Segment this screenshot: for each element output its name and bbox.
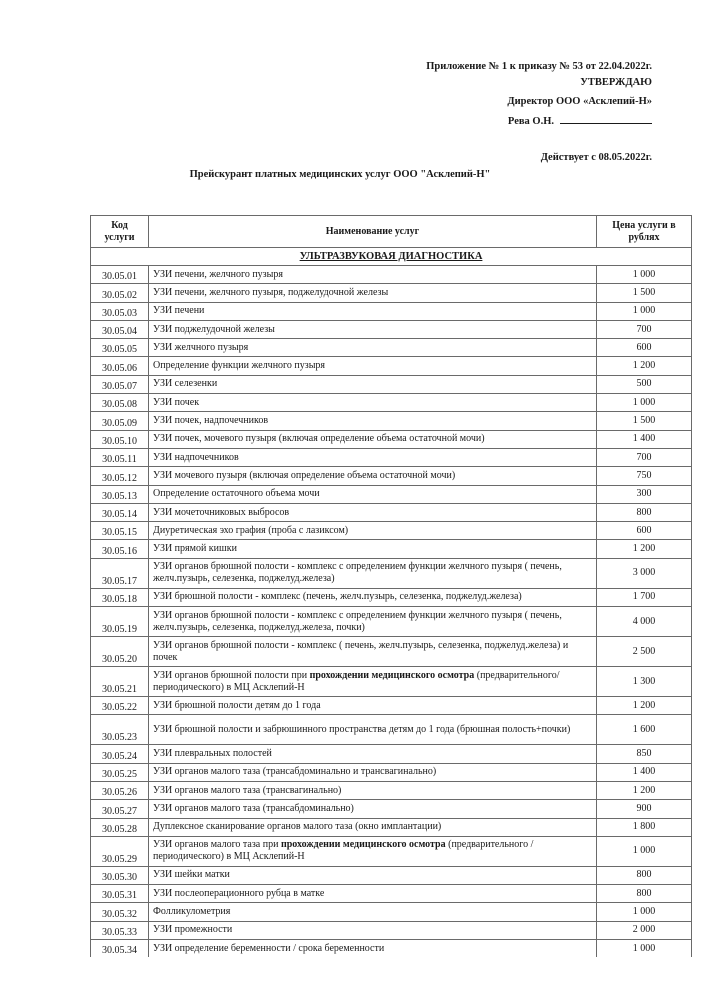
service-code: 30.05.23: [91, 715, 149, 745]
service-code: 30.05.19: [91, 607, 149, 637]
service-code: 30.05.09: [91, 412, 149, 430]
table-row: [91, 921, 692, 939]
table-row: [91, 284, 692, 302]
table-row: [91, 763, 692, 781]
service-price: 600: [597, 522, 692, 540]
service-code: 30.05.31: [91, 885, 149, 903]
service-price: 1 200: [597, 781, 692, 799]
table-row: [91, 800, 692, 818]
service-name: УЗИ определение беременности / срока беременности: [149, 940, 597, 958]
service-code: 30.05.17: [91, 558, 149, 588]
service-code: 30.05.14: [91, 503, 149, 521]
service-name: УЗИ промежности: [149, 921, 597, 939]
service-name: УЗИ поджелудочной железы: [149, 320, 597, 338]
service-price: 1 000: [597, 903, 692, 921]
service-code: 30.05.30: [91, 866, 149, 884]
column-header-price: Цена услуги в рублях: [597, 216, 692, 248]
service-price: 1 000: [597, 302, 692, 320]
table-row: [91, 320, 692, 338]
table-row: [91, 467, 692, 485]
table-row: [91, 302, 692, 320]
service-code: 30.05.28: [91, 818, 149, 836]
service-code: 30.05.34: [91, 940, 149, 958]
service-name-emphasis: прохождении медицинского осмотра: [280, 839, 446, 851]
section-title: УЛЬТРАЗВУКОВАЯ ДИАГНОСТИКА: [91, 248, 692, 266]
service-name: УЗИ органов малого таза (трансабдоминально): [149, 800, 597, 818]
service-code: 30.05.24: [91, 745, 149, 763]
price-list-table: [90, 215, 692, 957]
service-name: УЗИ печени, желчного пузыря: [149, 266, 597, 284]
service-name: Диуретическая эхо графия (проба с лазиксом): [149, 522, 597, 540]
table-row: [91, 485, 692, 503]
service-name: УЗИ органов малого таза (трансабдоминально и трансвагинально): [149, 763, 597, 781]
service-price: 2 500: [597, 637, 692, 667]
table-row: [91, 430, 692, 448]
service-code: 30.05.02: [91, 284, 149, 302]
table-row: [91, 588, 692, 606]
service-code: 30.05.29: [91, 836, 149, 866]
service-code: 30.05.04: [91, 320, 149, 338]
service-code: 30.05.33: [91, 921, 149, 939]
column-header-name: Наименование услуг: [149, 216, 597, 248]
service-name: УЗИ шейки матки: [149, 866, 597, 884]
service-price: 1 400: [597, 763, 692, 781]
service-name: УЗИ органов малого таза (трансвагинально): [149, 781, 597, 799]
service-price: 700: [597, 320, 692, 338]
service-name: УЗИ прямой кишки: [149, 540, 597, 558]
service-name-emphasis: прохождении медицинского осмотра: [309, 669, 475, 681]
service-code: 30.05.08: [91, 394, 149, 412]
service-code: 30.05.16: [91, 540, 149, 558]
signature-line: [560, 114, 652, 124]
table-row: [91, 558, 692, 588]
service-price: 4 000: [597, 607, 692, 637]
effective-date: Действует с 08.05.2022г.: [540, 152, 652, 163]
service-name: УЗИ брюшной полости детям до 1 года: [149, 697, 597, 715]
table-row: [91, 818, 692, 836]
service-price: 750: [597, 467, 692, 485]
service-price: 1 500: [597, 412, 692, 430]
service-code: 30.05.07: [91, 375, 149, 393]
table-row: [91, 903, 692, 921]
table-row: [91, 667, 692, 697]
table-header-row: [91, 216, 692, 248]
service-code: 30.05.06: [91, 357, 149, 375]
appendix-reference: Приложение № 1 к приказу № 53 от 22.04.2022г.: [426, 61, 652, 72]
service-code: 30.05.10: [91, 430, 149, 448]
service-price: 850: [597, 745, 692, 763]
service-name: УЗИ селезенки: [149, 375, 597, 393]
service-price: 1 000: [597, 836, 692, 866]
service-code: 30.05.15: [91, 522, 149, 540]
service-price: 1 000: [597, 266, 692, 284]
service-code: 30.05.11: [91, 448, 149, 466]
service-name: Фолликулометрия: [149, 903, 597, 921]
service-price: 300: [597, 485, 692, 503]
table-row: [91, 448, 692, 466]
table-row: [91, 394, 692, 412]
table-row: [91, 697, 692, 715]
service-price: 1 200: [597, 540, 692, 558]
service-code: 30.05.21: [91, 667, 149, 697]
service-name-part: УЗИ органов малого таза при: [153, 839, 281, 851]
table-row: [91, 375, 692, 393]
signature-block: [508, 114, 652, 127]
service-name: УЗИ плевральных полостей: [149, 745, 597, 763]
service-name-part: УЗИ органов брюшной полости при: [153, 669, 310, 681]
service-name: УЗИ послеоперационного рубца в матке: [149, 885, 597, 903]
service-code: 30.05.18: [91, 588, 149, 606]
table-row: [91, 637, 692, 667]
service-code: 30.05.27: [91, 800, 149, 818]
service-price: 1 200: [597, 357, 692, 375]
table-row: [91, 745, 692, 763]
service-price: 1 400: [597, 430, 692, 448]
service-price: 1 000: [597, 394, 692, 412]
service-name: УЗИ брюшной полости и забрюшинного пространства детям до 1 года (брюшная полость+почки): [149, 715, 597, 745]
table-row: [91, 781, 692, 799]
service-price: 1 700: [597, 588, 692, 606]
service-name: Определение остаточного объема мочи: [149, 485, 597, 503]
service-price: 900: [597, 800, 692, 818]
service-name: [149, 667, 597, 697]
table-row: [91, 412, 692, 430]
table-row: [91, 266, 692, 284]
service-code: 30.05.20: [91, 637, 149, 667]
service-name: УЗИ органов брюшной полости - комплекс с определением функции желчного пузыря ( печень, желч.пузырь, селезенка, поджелуд.железа, почки): [149, 607, 597, 637]
service-name: УЗИ брюшной полости - комплекс (печень, желч.пузырь, селезенка, поджелуд.железа): [149, 588, 597, 606]
table-row: [91, 885, 692, 903]
column-header-code: Код услуги: [91, 216, 149, 248]
service-name: УЗИ мочевого пузыря (включая определение объема остаточной мочи): [149, 467, 597, 485]
service-price: 1 300: [597, 667, 692, 697]
service-code: 30.05.22: [91, 697, 149, 715]
director-title: Директор ООО «Асклепий-Н»: [507, 96, 652, 107]
service-code: 30.05.05: [91, 339, 149, 357]
service-price: 3 000: [597, 558, 692, 588]
service-code: 30.05.25: [91, 763, 149, 781]
service-name-part: (предварительного / периодического) в МЦ Асклепий-Н: [153, 839, 534, 863]
service-code: 30.05.26: [91, 781, 149, 799]
table-row: [91, 607, 692, 637]
service-name: УЗИ почек: [149, 394, 597, 412]
service-price: 500: [597, 375, 692, 393]
service-name: Дуплексное сканирование органов малого таза (окно имплантации): [149, 818, 597, 836]
service-name: УЗИ органов брюшной полости - комплекс с определением функции желчного пузыря ( печень, желч.пузырь, селезенка, поджелуд.железа): [149, 558, 597, 588]
table-row: [91, 866, 692, 884]
service-price: 1 200: [597, 697, 692, 715]
signatory-name: Рева О.Н.: [507, 116, 554, 127]
service-name: УЗИ желчного пузыря: [149, 339, 597, 357]
section-row: [91, 248, 692, 266]
service-price: 2 000: [597, 921, 692, 939]
service-price: 1 800: [597, 818, 692, 836]
table-row: [91, 357, 692, 375]
service-name: УЗИ надпочечников: [149, 448, 597, 466]
service-price: 700: [597, 448, 692, 466]
table-row: [91, 522, 692, 540]
service-price: 800: [597, 503, 692, 521]
service-code: 30.05.03: [91, 302, 149, 320]
service-name: [149, 836, 597, 866]
service-price: 1 000: [597, 940, 692, 958]
approval-stamp: УТВЕРЖДАЮ: [580, 77, 652, 88]
document-title: Прейскурант платных медицинских услуг ООО "Асклепий-Н": [189, 169, 491, 180]
service-name: УЗИ органов брюшной полости - комплекс ( печень, желч.пузырь, селезенка, поджелуд.железа) и почек: [149, 637, 597, 667]
service-code: 30.05.01: [91, 266, 149, 284]
table-row: [91, 339, 692, 357]
service-price: 600: [597, 339, 692, 357]
service-price: 1 500: [597, 284, 692, 302]
table-row: [91, 540, 692, 558]
service-price: 800: [597, 885, 692, 903]
table-row: [91, 836, 692, 866]
service-code: 30.05.32: [91, 903, 149, 921]
service-name: УЗИ печени, желчного пузыря, поджелудочной железы: [149, 284, 597, 302]
table-row: [91, 503, 692, 521]
service-name: Определение функции желчного пузыря: [149, 357, 597, 375]
service-name: УЗИ печени: [149, 302, 597, 320]
service-price: 800: [597, 866, 692, 884]
service-code: 30.05.12: [91, 467, 149, 485]
service-price: 1 600: [597, 715, 692, 745]
table-row: [91, 940, 692, 958]
service-code: 30.05.13: [91, 485, 149, 503]
service-name: УЗИ мочеточниковых выбросов: [149, 503, 597, 521]
service-name: УЗИ почек, мочевого пузыря (включая определение объема остаточной мочи): [149, 430, 597, 448]
service-name-part: (предварительного/периодического) в МЦ Асклепий-Н: [153, 669, 560, 693]
service-name: УЗИ почек, надпочечников: [149, 412, 597, 430]
table-row: [91, 715, 692, 745]
